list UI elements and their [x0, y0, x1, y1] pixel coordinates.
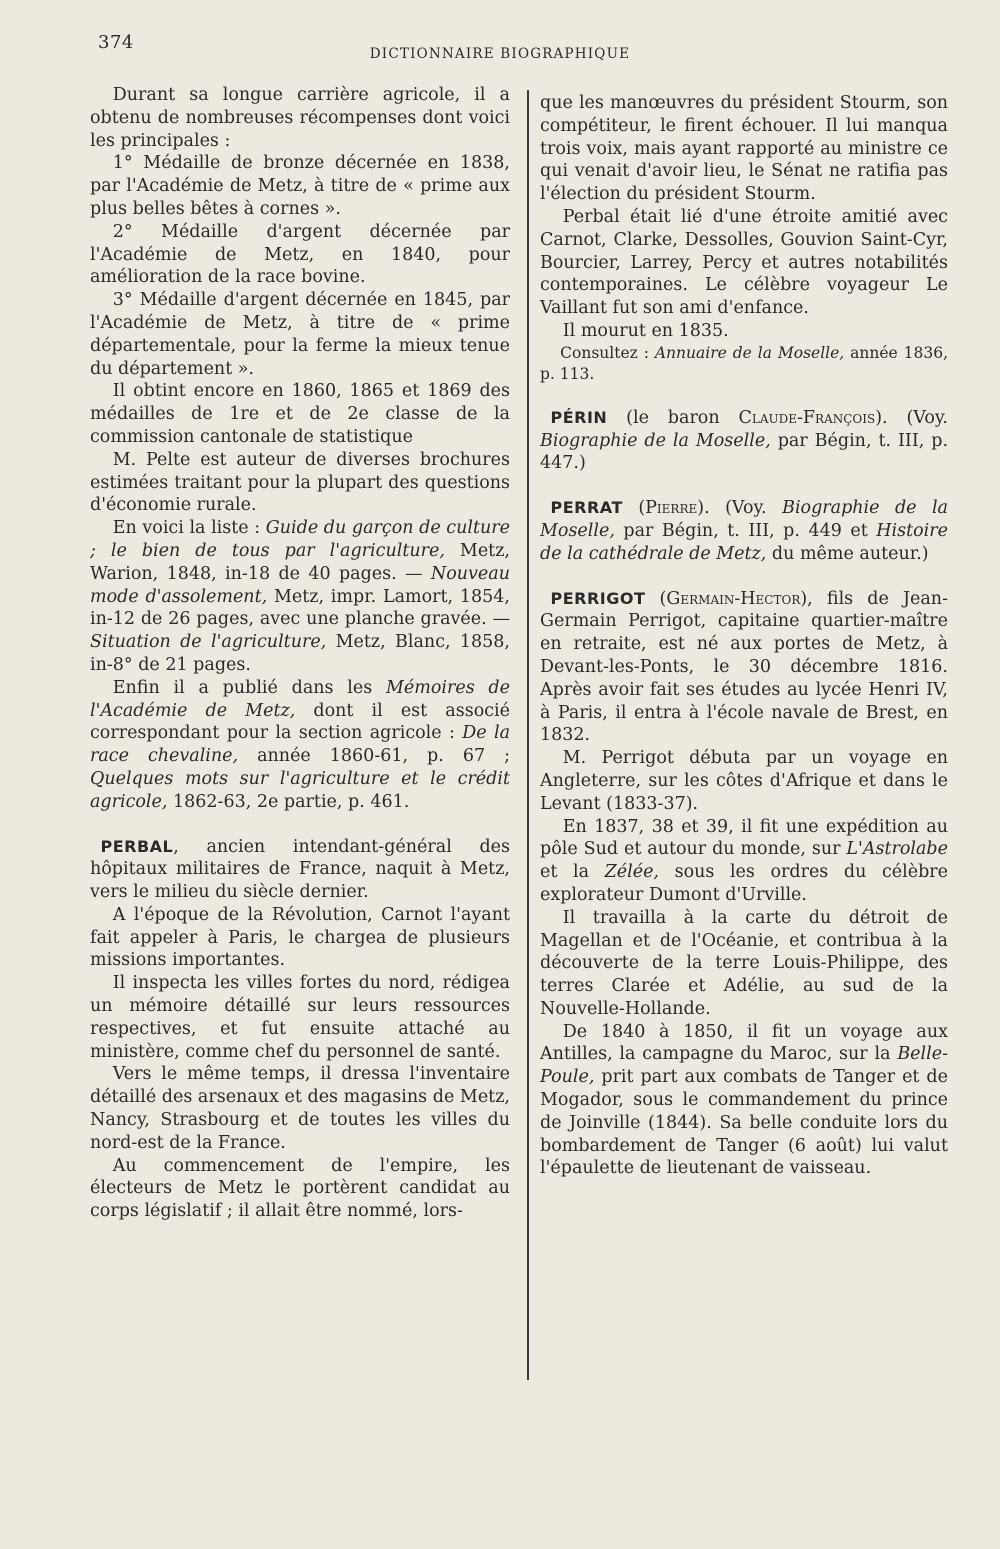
- paragraph: 1° Médaille de bronze décernée en 1838, par l'Académie de Metz, à titre de « prime aux plus belles bêtes à cornes ».: [90, 153, 510, 219]
- entry-perrigot: PERRIGOT (Germain-Hector), fils de Jean-Germain Perrigot, capitaine quartier-maître en retraite, est né aux portes de Metz, à Devant-les-Ponts, le 30 décembre 1816. Après avoir fait ses études au lycée Henri IV, à Paris, il entra à l'école navale de Brest, en 1832.: [540, 588, 948, 746]
- entry-perbal: PERBAL, ancien intendant-général des hôpitaux militaires de France, naquit à Metz, vers le milieu du siècle dernier.: [90, 836, 510, 903]
- paragraph: Il mourut en 1835.: [562, 320, 729, 341]
- paragraph: M. Pelte est auteur de diverses brochures estimées traitant pour la plupart des questions d'économie rurale.: [90, 449, 510, 516]
- paragraph: 2° Médaille d'argent décernée par l'Académie de Metz, en 1840, pour amélioration de la race bovine.: [90, 221, 510, 288]
- entry-perin: PÉRIN (le baron Claude-François). (Voy. Biographie de la Moselle, par Bégin, t. III, p. 447.): [540, 407, 949, 474]
- paragraph: Au commencement de l'empire, les électeurs de Metz le portèrent candidat au corps législatif ; il allait être nommé, lors-: [90, 1155, 510, 1222]
- entry-headword: PERBAL: [100, 836, 174, 856]
- paragraph: M. Perrigot débuta par un voyage en Angleterre, sur les côtes d'Afrique et dans le Levant (1833-37).: [540, 748, 948, 814]
- paragraph: De 1840 à 1850, il fit un voyage aux Antilles, la campagne du Maroc, sur la Belle-Poule, prit part aux combats de Tanger et de Mogador, sous le commandement du prince de Joinville (1844). Sa belle conduite lors du bombardement de Tanger (6 août) lui valut l'épaulette de lieutenant de vaisseau.: [540, 1021, 948, 1179]
- paragraph: A l'époque de la Révolution, Carnot l'ayant fait appeler à Paris, le chargea de plusieurs missions importantes.: [90, 904, 510, 971]
- column-divider: [527, 90, 529, 1380]
- entry-headword: PÉRIN: [550, 407, 608, 427]
- paragraph: Vers le même temps, il dressa l'inventaire détaillé des arsenaux et des magasins de Metz, Nancy, Strasbourg et de toutes les villes du nord-est de la France.: [90, 1064, 510, 1153]
- left-column: [90, 84, 510, 1223]
- paragraph: que les manœuvres du président Stourm, son compétiteur, le firent échouer. Il lui manqua trois voix, mais ayant rapporté au ministre ce qui venait d'avoir lieu, le Sénat ne ratifia pas l'élection du président Stourm.: [540, 93, 948, 205]
- entry-headword: PERRIGOT: [550, 588, 646, 608]
- paragraph: Durant sa longue carrière agricole, il a obtenu de nombreuses récompenses dont voici les principales :: [90, 85, 510, 151]
- paragraph: 3° Médaille d'argent décernée en 1845, par l'Académie de Metz, à titre de « prime départementale, pour la ferme la mieux tenue du département ».: [90, 290, 510, 379]
- running-header: DICTIONNAIRE BIOGRAPHIQUE: [369, 46, 631, 62]
- paragraph: Il travailla à la carte du détroit de Magellan et de l'Océanie, et contribua à la découverte de la terre Louis-Philippe, des terres Clarée et Adélie, au sud de la Nouvelle-Hollande.: [540, 907, 948, 1019]
- paragraph: En voici la liste : Guide du garçon de culture ; le bien de tous par l'agriculture, Metz, Warion, 1848, in-18 de 40 pages. — Nouveau mode d'assolement, Metz, impr. Lamort, 1854, in-12 de 26 pages, avec une planche gravée. — Situation de l'agriculture, Metz, Blanc, 1858, in-8° de 21 pages.: [90, 518, 510, 675]
- paragraph: Il inspecta les villes fortes du nord, rédigea un mémoire détaillé sur leurs ressources respectives, et fut ensuite attaché au ministère, comme chef du personnel de santé.: [90, 973, 510, 1062]
- paragraph: Il obtint encore en 1860, 1865 et 1869 des médailles de 1re et de 2e classe de la commission cantonale de statistique: [90, 381, 510, 447]
- right-column: [540, 92, 948, 1180]
- reference-note: Consultez : Annuaire de la Moselle, année 1836, p. 113.: [540, 343, 949, 383]
- page-number: 374: [98, 32, 134, 53]
- entry-headword: PERRAT: [550, 498, 623, 518]
- paragraph: En 1837, 38 et 39, il fit une expédition au pôle Sud et autour du monde, sur L'Astrolabe et la Zélée, sous les ordres du célèbre explorateur Dumont d'Urville.: [540, 816, 948, 905]
- entry-perrat: PERRAT (Pierre). (Voy. Biographie de la Moselle, par Bégin, t. III, p. 449 et Histoire de la cathédrale de Metz, du même auteur.): [540, 498, 948, 564]
- paragraph: Enfin il a publié dans les Mémoires de l'Académie de Metz, dont il est associé correspondant pour la section agricole : De la race chevaline, année 1860-61, p. 67 ; Quelques mots sur l'agriculture et le crédit agricole, 1862-63, 2e partie, p. 461.: [90, 677, 511, 812]
- paragraph: Perbal était lié d'une étroite amitié avec Carnot, Clarke, Dessolles, Gouvion Saint-Cyr, Bourcier, Larrey, Percy et autres notabilités contemporaines. Le célèbre voyageur Le Vaillant fut son ami d'enfance.: [540, 206, 948, 319]
